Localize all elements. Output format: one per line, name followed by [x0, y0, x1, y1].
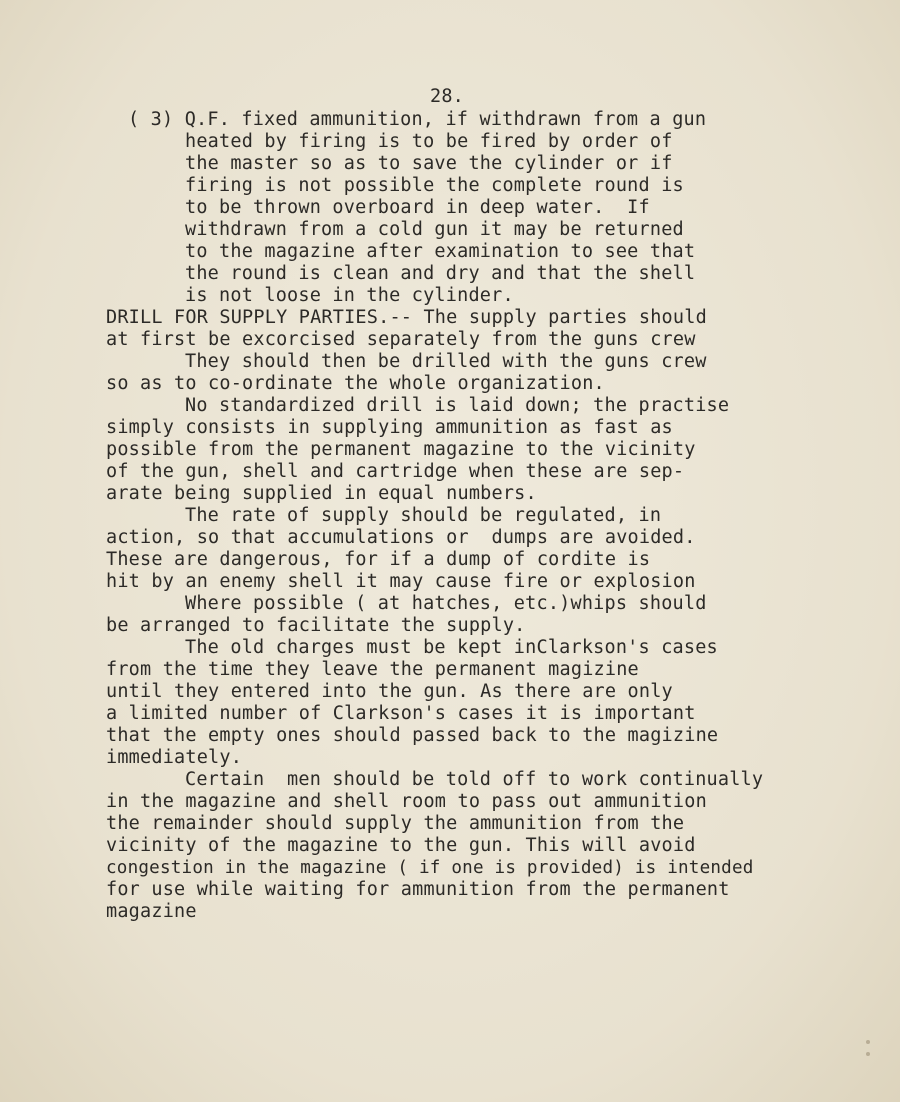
- text-line-5: to be thrown overboard in deep water. If: [185, 197, 650, 218]
- text-line-19: The rate of supply should be regulated, in: [185, 505, 662, 526]
- text-line-4: firing is not possible the complete round is: [185, 175, 684, 196]
- text-line-31: Certain men should be told off to work continually: [185, 769, 764, 790]
- text-line-13: so as to co-ordinate the whole organization.: [106, 373, 605, 394]
- text-line-27: until they entered into the gun. As there are only: [106, 681, 673, 702]
- text-line-11: at first be excorcised separately from the guns crew: [106, 329, 696, 350]
- text-line-20: action, so that accumulations or dumps are avoided.: [106, 527, 696, 548]
- section-heading-drill: DRILL FOR SUPPLY PARTIES.-- The supply parties should: [106, 307, 707, 328]
- text-line-6: withdrawn from a cold gun it may be returned: [185, 219, 684, 240]
- text-line-28: a limited number of Clarkson's cases it is important: [106, 703, 696, 724]
- text-line-22: hit by an enemy shell it may cause fire or explosion: [106, 571, 696, 592]
- text-line-16: possible from the permanent magazine to the vicinity: [106, 439, 696, 460]
- text-line-8: the round is clean and dry and that the shell: [185, 263, 696, 284]
- text-line-14: No standardized drill is laid down; the practise: [185, 395, 730, 416]
- text-line-2: heated by firing is to be fired by order of: [185, 131, 673, 152]
- text-line-33: the remainder should supply the ammunition from the: [106, 813, 685, 834]
- text-line-36: for use while waiting for ammunition from the permanent: [106, 879, 730, 900]
- text-line-37: magazine: [106, 901, 197, 922]
- text-line-18: arate being supplied in equal numbers.: [106, 483, 537, 504]
- text-line-1: ( 3) Q.F. fixed ammunition, if withdrawn from a gun: [128, 109, 707, 130]
- paper-speck: [866, 1040, 870, 1044]
- text-line-15: simply consists in supplying ammunition as fast as: [106, 417, 673, 438]
- text-line-34: vicinity of the magazine to the gun. This will avoid: [106, 835, 696, 856]
- text-line-3: the master so as to save the cylinder or if: [185, 153, 673, 174]
- paper-speck: [866, 1052, 870, 1056]
- text-line-12: They should then be drilled with the guns crew: [185, 351, 707, 372]
- text-line-32: in the magazine and shell room to pass out ammunition: [106, 791, 707, 812]
- text-line-25: The old charges must be kept inClarkson's cases: [185, 637, 718, 658]
- text-line-29: that the empty ones should passed back to the magizine: [106, 725, 719, 746]
- text-line-17: of the gun, shell and cartridge when these are sep-: [106, 461, 685, 482]
- text-line-7: to the magazine after examination to see that: [185, 241, 696, 262]
- text-line-23: Where possible ( at hatches, etc.)whips should: [185, 593, 707, 614]
- text-line-30: immediately.: [106, 747, 243, 768]
- text-line-26: from the time they leave the permanent magizine: [106, 659, 639, 680]
- text-line-9: is not loose in the cylinder.: [185, 285, 514, 306]
- text-line-24: be arranged to facilitate the supply.: [106, 615, 526, 636]
- text-line-21: These are dangerous, for if a dump of cordite is: [106, 549, 651, 570]
- page-number: 28.: [430, 86, 465, 107]
- text-line-35: congestion in the magazine ( if one is provided) is intended: [106, 858, 754, 878]
